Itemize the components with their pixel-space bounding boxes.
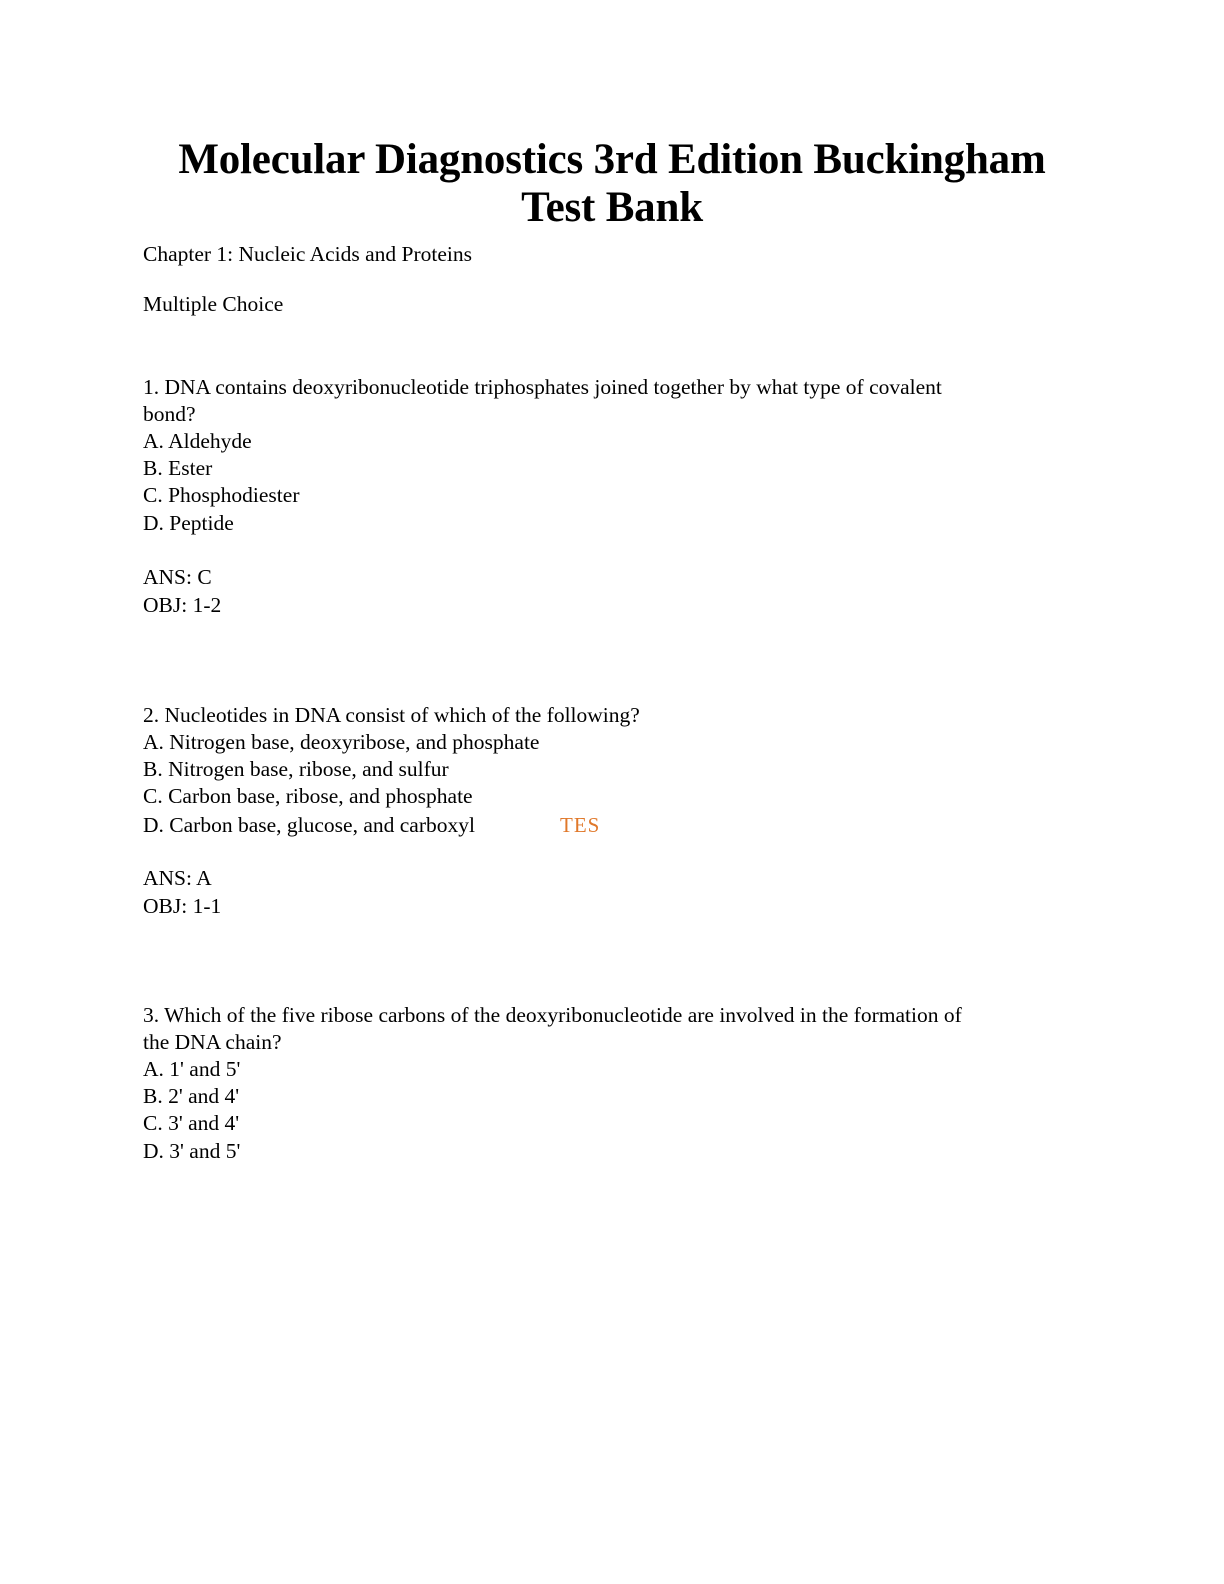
answer: ANS: C xyxy=(143,565,212,589)
section-heading: Multiple Choice xyxy=(143,292,284,316)
objective: OBJ: 1-1 xyxy=(143,894,222,918)
option-b: B. Ester xyxy=(143,456,213,480)
question-stem: 3. Which of the five ribose carbons of the deoxyribonucleotide are involved in the formation of xyxy=(143,1003,962,1027)
option-c: C. 3' and 4' xyxy=(143,1111,240,1135)
option-c: C. Phosphodiester xyxy=(143,483,300,507)
objective: OBJ: 1-2 xyxy=(143,593,222,617)
option-a: A. 1' and 5' xyxy=(143,1057,241,1081)
question-stem: 2. Nucleotides in DNA consist of which of the following? xyxy=(143,703,640,727)
watermark: TES xyxy=(560,813,601,837)
question-stem-continued: the DNA chain? xyxy=(143,1030,282,1054)
document-title xyxy=(0,136,1224,232)
chapter-heading: Chapter 1: Nucleic Acids and Proteins xyxy=(143,242,472,266)
answer: ANS: A xyxy=(143,866,212,890)
option-d: D. 3' and 5' xyxy=(143,1139,241,1163)
title-line-2: Test Bank xyxy=(521,184,703,231)
option-b: B. Nitrogen base, ribose, and sulfur xyxy=(143,757,449,781)
option-d: D. Carbon base, glucose, and carboxyl xyxy=(143,813,475,837)
option-b: B. 2' and 4' xyxy=(143,1084,240,1108)
question-stem-continued: bond? xyxy=(143,402,196,426)
option-c: C. Carbon base, ribose, and phosphate xyxy=(143,784,473,808)
option-d: D. Peptide xyxy=(143,511,234,535)
question-stem: 1. DNA contains deoxyribonucleotide triphosphates joined together by what type of covalent xyxy=(143,375,942,399)
option-a: A. Aldehyde xyxy=(143,429,252,453)
option-a: A. Nitrogen base, deoxyribose, and phosphate xyxy=(143,730,540,754)
title-line-1: Molecular Diagnostics 3rd Edition Buckingham xyxy=(178,136,1046,183)
